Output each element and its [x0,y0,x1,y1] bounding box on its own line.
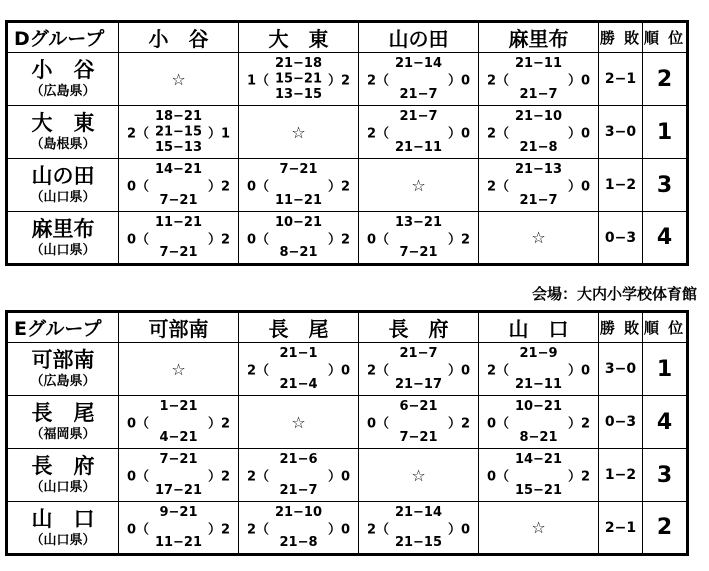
match-result-cell [119,106,239,159]
game2-score: 21−15 [154,124,203,140]
match-result-cell [359,212,479,265]
games-lost: ）2 [327,179,350,195]
game-last-score: 15−13 [154,140,203,155]
match-summary [367,413,470,432]
game1-score: 14−21 [514,452,563,467]
self-match-star: ☆ [119,53,239,106]
match-result-cell [479,343,599,396]
games-lost: ）2 [447,416,470,432]
games-won: 0（ [367,416,390,432]
match-summary [367,70,470,89]
team-cell [7,106,119,159]
game-last-score: 4−21 [159,430,198,445]
game-last-score: 11−21 [274,193,323,208]
team-cell [7,212,119,265]
game-last-score: 13−15 [274,87,323,102]
games-lost: ）0 [567,126,590,142]
self-match-star: ☆ [359,449,479,502]
column-header-team: 小 谷 [119,22,239,53]
team-prefecture: （島根県） [30,137,96,152]
games-won: 0（ [127,469,150,485]
match-result-cell [239,53,359,106]
match-result [479,396,598,448]
game-last-score: 21−7 [519,193,558,208]
self-match-star: ☆ [239,106,359,159]
games-won: 0（ [367,232,390,247]
game1-score: 21−10 [274,505,323,520]
match-result [119,159,238,211]
team-name: 大 東 [31,111,95,135]
games-won: 2（ [367,522,390,537]
match-result-cell [359,396,479,449]
game-last-score: 21−4 [279,377,318,392]
games-lost: ）2 [207,416,230,432]
games-lost: ）2 [567,416,590,432]
game1-score: 21−7 [399,346,438,361]
match-result-cell [119,396,239,449]
games-lost: ）2 [207,522,230,537]
match-summary [247,176,350,195]
match-result-cell [359,106,479,159]
match-result [239,449,358,501]
column-header-team: 可部南 [119,312,239,343]
games-won: 1（ [247,73,270,89]
games-lost: ）0 [447,522,470,537]
games-lost: ）0 [327,522,350,537]
match-result [239,53,358,105]
team-prefecture: （山口県） [30,190,96,205]
games-won: 2（ [247,363,270,379]
win-loss-record: 2−1 [599,53,643,106]
team-name: 山 口 [31,506,95,531]
column-header-team: 山の田 [359,22,479,53]
match-result-cell [239,212,359,265]
match-result-cell [479,396,599,449]
game1-score: 21−11 [514,56,563,71]
match-summary [127,123,230,142]
game-last-score: 8−21 [519,430,558,445]
record-header: 勝 敗 [599,22,643,53]
rank-value: 2 [643,502,688,555]
match-result-cell [239,343,359,396]
games-won: 2（ [247,469,270,485]
game1-score: 9−21 [159,505,198,520]
games-won: 0（ [127,179,150,195]
match-summary [247,360,350,379]
team-row [7,159,688,212]
match-result [479,159,598,211]
win-loss-record: 3−0 [599,106,643,159]
team-prefecture: （広島県） [30,374,96,389]
team-cell [7,343,119,396]
match-result [119,106,238,158]
game1-score: 6−21 [399,399,438,414]
game-last-score: 11−21 [154,535,203,550]
games-won: 0（ [487,416,510,432]
game2-score: 15−21 [274,71,323,87]
group-label: Dグループ [7,22,119,53]
group-label: Eグループ [7,312,119,343]
games-won: 2（ [487,363,510,379]
match-summary [247,70,350,89]
game-last-score: 21−11 [514,377,563,392]
games-won: 2（ [487,179,510,195]
games-won: 2（ [367,363,390,379]
games-won: 2（ [487,73,510,89]
games-won: 0（ [247,179,270,195]
match-result [359,396,478,448]
win-loss-record: 0−3 [599,396,643,449]
game-last-score: 21−7 [279,483,318,498]
match-result-cell [119,159,239,212]
team-prefecture: （山口県） [30,480,96,495]
games-won: 2（ [247,522,270,537]
team-name: 長 尾 [31,401,95,425]
team-prefecture: （広島県） [30,84,96,99]
match-result-cell [359,502,479,555]
team-row [7,449,688,502]
match-result-cell [359,53,479,106]
game1-score: 18−21 [154,109,203,124]
match-summary [487,123,590,142]
match-summary [487,466,590,485]
match-result [479,449,598,501]
games-won: 2（ [487,126,510,142]
rank-header: 順 位 [643,312,688,343]
games-lost: ）0 [327,469,350,485]
games-won: 0（ [127,522,150,537]
game-last-score: 21−17 [394,377,443,392]
match-result [479,343,598,395]
team-name: 長 府 [31,454,95,478]
win-loss-record: 0−3 [599,212,643,265]
games-won: 0（ [127,416,150,432]
match-result-cell [479,53,599,106]
team-row [7,396,688,449]
self-match-star: ☆ [239,396,359,449]
match-result-cell [239,159,359,212]
win-loss-record: 3−0 [599,343,643,396]
column-header-team: 大 東 [239,22,359,53]
game1-score: 1−21 [159,399,198,414]
self-match-star: ☆ [479,502,599,555]
match-summary [487,413,590,432]
team-cell [7,449,119,502]
match-result [239,502,358,553]
games-won: 2（ [367,126,390,142]
match-result-cell [479,106,599,159]
rank-value: 2 [643,53,688,106]
game1-score: 14−21 [154,162,203,177]
match-result [119,212,238,263]
match-summary [487,176,590,195]
team-cell [7,53,119,106]
game1-score: 13−21 [394,215,443,230]
game-last-score: 7−21 [399,245,438,260]
match-result-cell [479,449,599,502]
match-result [479,106,598,158]
team-prefecture: （福岡県） [30,427,96,442]
team-name: 可部南 [31,348,95,372]
header-row [7,22,688,53]
win-loss-record: 1−2 [599,159,643,212]
match-result [359,212,478,263]
game1-score: 21−7 [399,109,438,124]
self-match-star: ☆ [479,212,599,265]
game1-score: 10−21 [274,215,323,230]
game-last-score: 7−21 [159,245,198,260]
game1-score: 7−21 [279,162,318,177]
games-won: 2（ [367,73,390,89]
rank-header: 順 位 [643,22,688,53]
game1-score: 11−21 [154,215,203,230]
group-d-table [5,20,689,266]
team-row [7,343,688,396]
games-lost: ）0 [447,363,470,379]
game1-score: 21−9 [519,346,558,361]
self-match-star: ☆ [119,343,239,396]
team-cell [7,502,119,555]
match-result-cell [119,502,239,555]
self-match-star: ☆ [359,159,479,212]
match-result-cell [479,159,599,212]
games-won: 0（ [247,232,270,247]
rank-value: 3 [643,449,688,502]
match-summary [487,360,590,379]
game-last-score: 15−21 [514,483,563,498]
match-result [359,106,478,158]
match-summary [367,123,470,142]
match-result-cell [119,212,239,265]
match-summary [127,413,230,432]
games-lost: ）2 [207,232,230,247]
match-result [479,53,598,105]
game1-score: 21−14 [394,56,443,71]
game1-score: 21−14 [394,505,443,520]
games-lost: ）2 [207,469,230,485]
match-result-cell [119,449,239,502]
game-last-score: 17−21 [154,483,203,498]
match-result-cell [239,502,359,555]
column-header-team: 長 府 [359,312,479,343]
match-result-cell [359,343,479,396]
match-result [239,343,358,395]
game1-score: 21−13 [514,162,563,177]
games-lost: ）2 [447,232,470,247]
team-cell [7,396,119,449]
games-lost: ）0 [567,363,590,379]
game1-score: 21−1 [279,346,318,361]
games-lost: ）0 [447,73,470,89]
match-result [119,396,238,448]
team-prefecture: （山口県） [30,242,96,258]
game-last-score: 21−7 [399,87,438,102]
group-e-table [5,310,689,556]
rank-value: 1 [643,106,688,159]
match-summary [367,360,470,379]
column-header-team: 山 口 [479,312,599,343]
games-lost: ）0 [447,126,470,142]
game-last-score: 21−11 [394,140,443,155]
match-result-cell [239,449,359,502]
game-last-score: 7−21 [159,193,198,208]
rank-value: 4 [643,212,688,265]
games-won: 0（ [127,232,150,247]
match-result [239,212,358,263]
games-lost: ）2 [327,73,350,89]
game-last-score: 21−8 [519,140,558,155]
game1-score: 10−21 [514,399,563,414]
match-result [119,502,238,553]
match-summary [127,176,230,195]
games-won: 0（ [487,469,510,485]
game-last-score: 21−7 [519,87,558,102]
column-header-team: 麻里布 [479,22,599,53]
game-last-score: 21−8 [279,535,318,550]
team-name: 山の田 [31,164,95,188]
match-result [239,159,358,211]
games-lost: ）0 [327,363,350,379]
rank-value: 1 [643,343,688,396]
team-row [7,53,688,106]
venue-label: 会場：大内小学校体育館 [531,285,697,303]
game1-score: 21−10 [514,109,563,124]
record-header: 勝 敗 [599,312,643,343]
match-result [359,502,478,553]
header-row [7,312,688,343]
rank-value: 3 [643,159,688,212]
match-summary [247,466,350,485]
game1-score: 21−18 [274,56,323,71]
game-last-score: 8−21 [279,245,318,260]
games-lost: ）2 [567,469,590,485]
games-lost: ）1 [207,126,230,142]
team-cell [7,159,119,212]
games-lost: ）0 [567,179,590,195]
team-row [7,502,688,555]
match-result [119,449,238,501]
game-last-score: 7−21 [399,430,438,445]
team-prefecture: （山口県） [30,532,96,548]
team-row [7,212,688,265]
games-won: 2（ [127,126,150,142]
match-result [359,53,478,105]
games-lost: ）2 [207,179,230,195]
games-lost: ）0 [567,73,590,89]
game-last-score: 21−15 [394,535,443,550]
rank-value: 4 [643,396,688,449]
match-result [359,343,478,395]
match-summary [127,466,230,485]
win-loss-record: 1−2 [599,449,643,502]
team-name: 麻里布 [31,216,95,241]
team-name: 小 谷 [31,58,95,82]
game1-score: 21−6 [279,452,318,467]
games-lost: ）2 [327,232,350,247]
match-summary [487,70,590,89]
game1-score: 7−21 [159,452,198,467]
column-header-team: 長 尾 [239,312,359,343]
team-row [7,106,688,159]
win-loss-record: 2−1 [599,502,643,555]
